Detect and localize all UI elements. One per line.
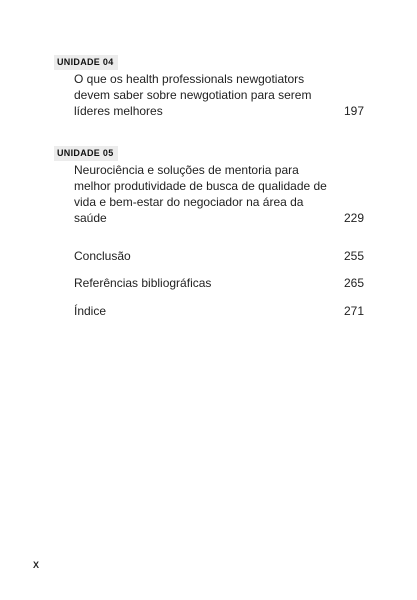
- toc-entry-page-number: 197: [343, 104, 364, 118]
- toc-entry-indice[interactable]: [74, 303, 364, 319]
- toc-entry-page-number: 229: [343, 211, 364, 225]
- toc-entry-unit-05[interactable]: [74, 162, 364, 226]
- toc-entry-page-number: 255: [343, 249, 364, 263]
- unit-04-label: UNIDADE 04: [54, 55, 118, 70]
- toc-entry-page-number: 265: [343, 276, 364, 290]
- toc-entry-title: Referências bibliográficas: [74, 276, 212, 290]
- toc-entry-page-number: 271: [343, 304, 364, 318]
- toc-entry-title: O que os health professionals newgotiators devem saber sobre newgotiation para serem líderes melhores: [74, 72, 312, 118]
- toc-entry-title: Conclusão: [74, 249, 131, 263]
- toc-entry-title: Índice: [74, 304, 107, 318]
- toc-entry-unit-04[interactable]: [74, 71, 364, 119]
- toc-entry-referencias[interactable]: [74, 275, 364, 291]
- toc-entry-title: Neurociência e soluções de mentoria para melhor produtividade de busca de qualidade de vida e bem-estar do negociador na área da saúde: [74, 163, 327, 225]
- page-folio: X: [33, 560, 40, 570]
- toc-entry-conclusao[interactable]: [74, 248, 364, 264]
- unit-05-label: UNIDADE 05: [54, 146, 118, 161]
